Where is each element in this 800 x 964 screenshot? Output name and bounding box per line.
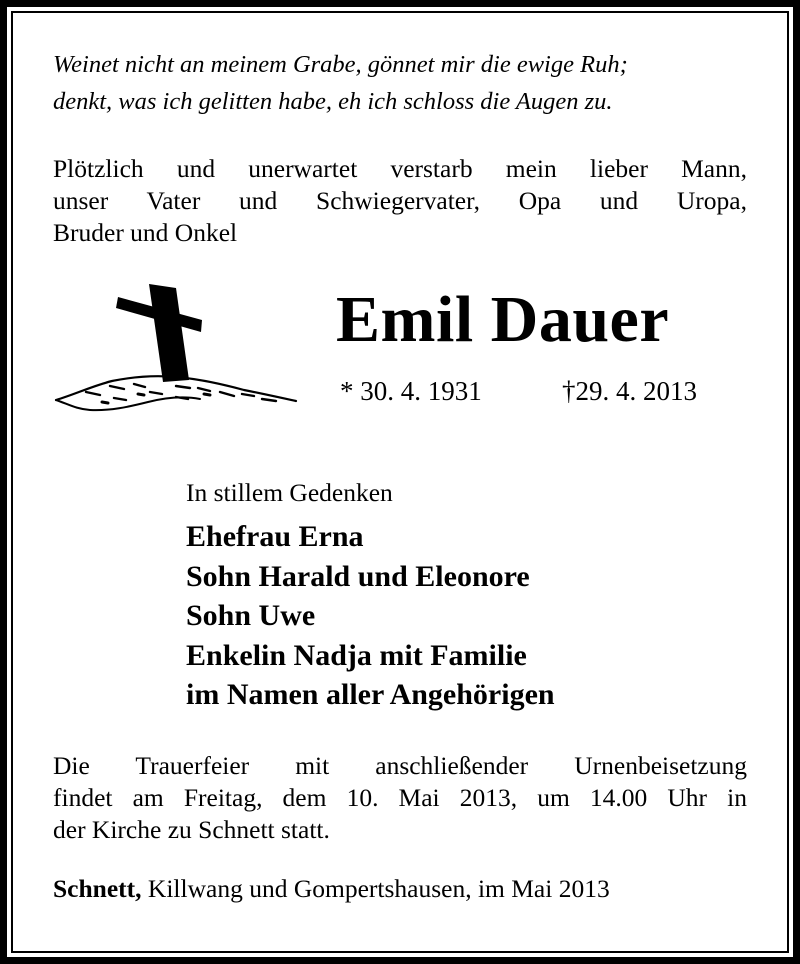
mourner-name: Sohn Uwe [186,599,316,632]
birth-date: * 30. 4. 1931 [340,376,482,406]
funeral-line-2: findet am Freitag, dem 10. Mai 2013, um 14.00 Uhr in [53,783,747,812]
motto-line-1: Weinet nicht an meinem Grabe, gönnet mir die ewige Ruh; [53,51,628,78]
motto-line-2: denkt, was ich gelitten habe, eh ich schloss die Augen zu. [53,88,613,115]
mourner-name: Sohn Harald und Eleonore [186,560,530,593]
closing-place: Schnett, [53,874,142,903]
mourner-name: Enkelin Nadja mit Familie [186,639,527,672]
closing-line [53,874,610,904]
intro-line-1: Plötzlich und unerwartet verstarb mein lieber Mann, [53,154,747,183]
intro-line-3: Bruder und Onkel [53,218,238,247]
funeral-line-1: Die Trauerfeier mit anschließender Urnenbeisetzung [53,751,747,780]
funeral-line-3: der Kirche zu Schnett statt. [53,815,330,844]
mourner-name: im Namen aller Angehörigen [186,678,555,711]
cross-on-hill-icon [50,282,300,414]
deceased-name: Emil Dauer [336,283,670,356]
death-date: †29. 4. 2013 [562,376,697,406]
closing-rest: Killwang und Gompertshausen, im Mai 2013 [141,874,610,903]
mourner-name: Ehefrau Erna [186,520,364,553]
mourners-heading: In stillem Gedenken [186,478,393,507]
intro-line-2: unser Vater und Schwiegervater, Opa und Uropa, [53,186,747,215]
